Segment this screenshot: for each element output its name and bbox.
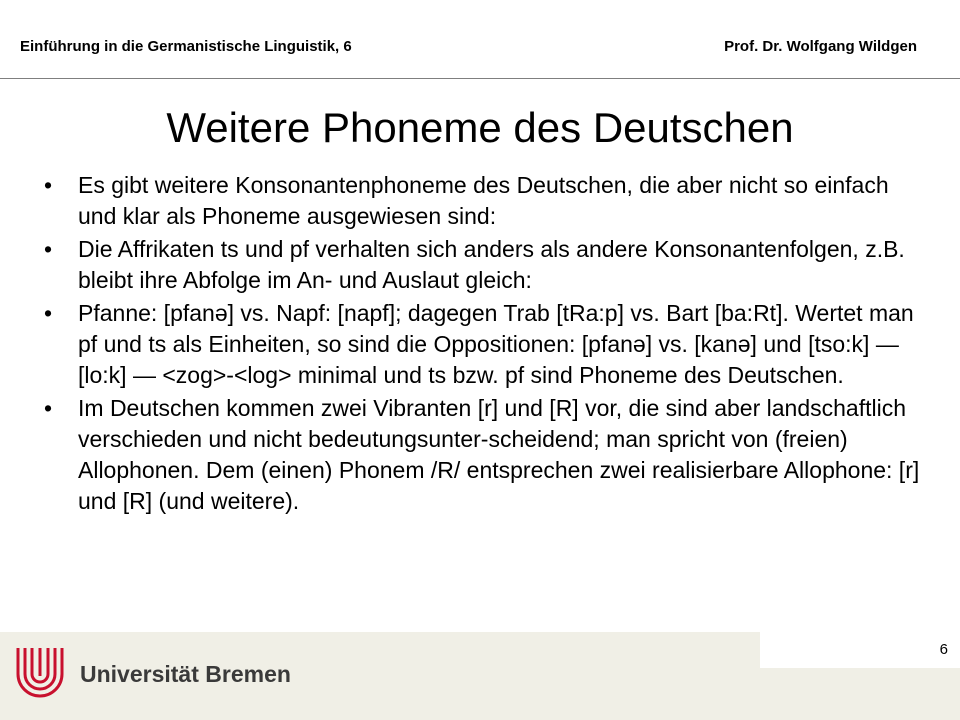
university-name: Universität Bremen bbox=[80, 661, 291, 687]
university-logo-icon bbox=[8, 640, 72, 704]
bullet-icon: • bbox=[44, 395, 53, 421]
bullet-text: Die Affrikaten ts und pf verhalten sich anders als andere Konsonantenfolgen, z.B. bleibt ihre Abfolge im An- und Auslaut gleich: bbox=[78, 236, 905, 293]
header-divider bbox=[0, 78, 960, 79]
course-title: Einführung in die Germanistische Linguistik, 6 bbox=[20, 38, 352, 55]
bullet-text: Im Deutschen kommen zwei Vibranten [r] und [R] vor, die sind aber landschaftlich verschieden und nicht bedeutungsunter-scheidend; man spricht von (freien) Allophonen. Dem (einen) Phonem /R/ entsprechen zwei realisierbare Allophone: [r] und [R] (und weitere). bbox=[78, 395, 920, 514]
page-number-box bbox=[760, 632, 960, 668]
page-number: 6 bbox=[939, 641, 948, 658]
bullet-icon: • bbox=[44, 300, 53, 326]
bullet-icon: • bbox=[44, 236, 53, 262]
bullet-text: Pfanne: [pfanə] vs. Napf: [napf]; dagegen Trab [tRa:p] vs. Bart [ba:Rt]. Wertet man pf und ts als Einheiten, so sind die Oppositionen: [pfanə] vs. [kanə] und [tso:k] — [lo:k] — <zog>-<log> minimal und ts bzw. pf sind Phoneme des Deutschen. bbox=[78, 300, 914, 388]
bullet-item bbox=[40, 298, 930, 391]
author-name: Prof. Dr. Wolfgang Wildgen bbox=[724, 38, 917, 55]
slide-title: Weitere Phoneme des Deutschen bbox=[166, 104, 794, 151]
bullet-list bbox=[40, 170, 930, 519]
bullet-icon: • bbox=[44, 172, 53, 198]
bullet-item bbox=[40, 170, 930, 232]
bullet-text: Es gibt weitere Konsonantenphoneme des Deutschen, die aber nicht so einfach und klar als Phoneme ausgewiesen sind: bbox=[78, 172, 889, 229]
bullet-item bbox=[40, 393, 930, 517]
bullet-item bbox=[40, 234, 930, 296]
